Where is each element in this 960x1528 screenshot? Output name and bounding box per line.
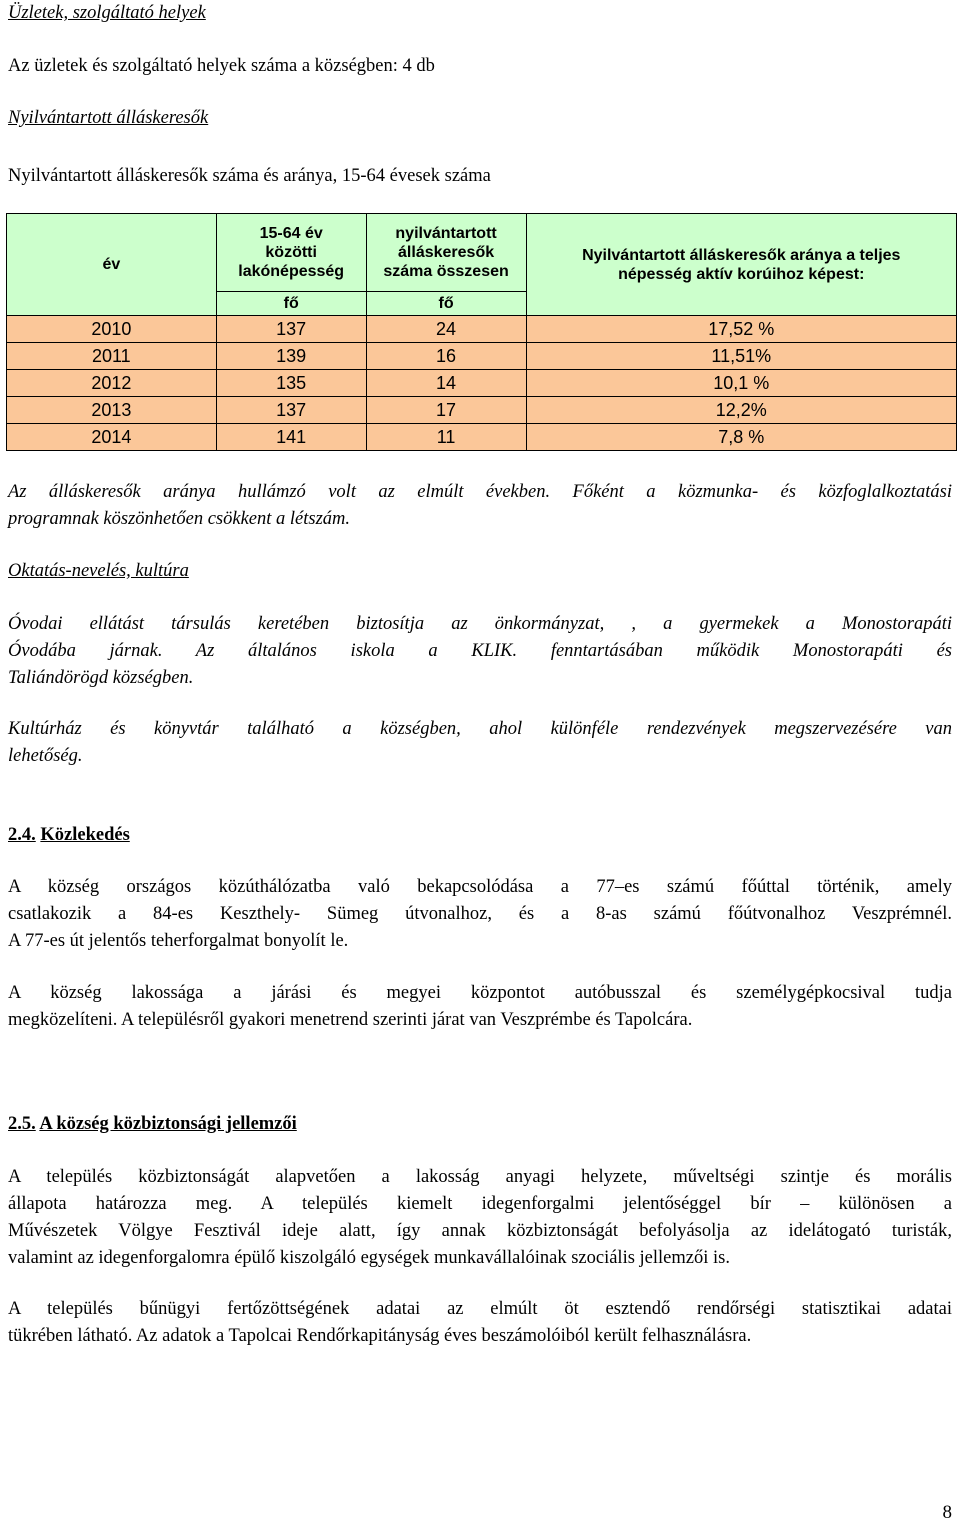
header-unit-registered: fő: [366, 292, 526, 316]
table-row: [7, 424, 957, 451]
education-line2: Óvodába járnak. Az általános iskola a KLIK. fenntartásában működik Monostorapáti és: [8, 641, 952, 661]
education-heading: Oktatás-nevelés, kultúra: [8, 561, 189, 581]
header-population: [216, 214, 366, 292]
jobseekers-table: [6, 213, 957, 451]
shops-heading: Üzletek, szolgáltató helyek: [8, 3, 206, 23]
table-row: [7, 316, 957, 343]
safety-p2-line1: A település bűnügyi fertőzöttségének adatai az elmúlt öt esztendő rendőrségi statisztikai adatai: [8, 1299, 952, 1319]
cell-year: 2014: [7, 424, 217, 451]
cell-year: 2010: [7, 316, 217, 343]
culture-line1: Kultúrház és könyvtár található a községben, ahol különféle rendezvények megszervezésére van: [8, 719, 952, 739]
cell-year: 2012: [7, 370, 217, 397]
transport-heading: [8, 822, 952, 849]
cell-ratio: 7,8 %: [526, 424, 956, 451]
cell-registered: 16: [366, 343, 526, 370]
cell-registered: 14: [366, 370, 526, 397]
cell-registered: 17: [366, 397, 526, 424]
education-line3: Taliándörögd községben.: [8, 668, 194, 688]
transport-p1-line3: A 77-es út jelentős teherforgalmat bonyolít le.: [8, 931, 349, 951]
cell-ratio: 10,1 %: [526, 370, 956, 397]
header-ratio-line1: Nyilvántartott álláskeresők aránya a teljes: [582, 246, 901, 264]
cell-registered: 11: [366, 424, 526, 451]
transport-heading-title: Közlekedés: [40, 825, 130, 845]
safety-p1-line2: állapota határozza meg. A település kiemelt idegenforgalmi jelentőséggel bír – különösen a: [8, 1194, 952, 1214]
header-ratio: [526, 214, 956, 316]
safety-p1-line3: Művészetek Völgye Fesztivál ideje alatt, így annak közbiztonságát befolyásolja az idelátogató turisták,: [8, 1221, 952, 1241]
table-row: [7, 397, 957, 424]
cell-year: 2011: [7, 343, 217, 370]
transport-p1-line2: csatlakozik a 84-es Keszthely- Sümeg útvonalhoz, és a 8-as számú főútvonalhoz Veszprémnél.: [8, 904, 952, 924]
cell-year: 2013: [7, 397, 217, 424]
header-ratio-line2: népesség aktív korúihoz képest:: [618, 265, 865, 283]
cell-population: 137: [216, 397, 366, 424]
table-row: [7, 370, 957, 397]
cell-ratio: 12,2%: [526, 397, 956, 424]
education-line1: Óvodai ellátást társulás keretében biztosítja az önkormányzat, , a gyermekek a Monostorapáti: [8, 614, 952, 634]
header-population-line2: közötti: [265, 244, 317, 261]
cell-ratio: 17,52 %: [526, 316, 956, 343]
cell-ratio: 11,51%: [526, 343, 956, 370]
safety-heading-title: A község közbiztonsági jellemzői: [39, 1114, 297, 1134]
safety-p1-line1: A település közbiztonságát alapvetően a lakosság anyagi helyzete, műveltségi szintje és morális: [8, 1167, 952, 1187]
header-registered: [366, 214, 526, 292]
cell-population: 139: [216, 343, 366, 370]
header-population-line1: 15-64 év: [259, 225, 323, 242]
cell-population: 137: [216, 316, 366, 343]
cell-population: 135: [216, 370, 366, 397]
header-registered-line3: száma összesen: [383, 263, 509, 280]
header-registered-line1: nyilvántartott: [395, 225, 497, 242]
transport-p2-line1: A község lakossága a járási és megyei központot autóbusszal és személygépkocsival tudja: [8, 983, 952, 1003]
shops-text: Az üzletek és szolgáltató helyek száma a községben: 4 db: [8, 56, 435, 76]
safety-p2-line2: tükrében látható. Az adatok a Tapolcai Rendőrkapitányság éves beszámolóiból került felhasználásra.: [8, 1326, 752, 1346]
jobseekers-caption: Nyilvántartott álláskeresők száma és aránya, 15-64 évesek száma: [8, 166, 491, 186]
ratio-note-line2: programnak köszönhetően csökkent a létszám.: [8, 509, 351, 529]
table-row: [7, 343, 957, 370]
header-registered-line2: álláskeresők: [398, 244, 495, 261]
cell-registered: 24: [366, 316, 526, 343]
safety-heading-number: 2.5.: [8, 1114, 36, 1134]
header-population-line3: lakónépesség: [238, 263, 345, 280]
safety-p1-line4: valamint az idegenforgalomra épülő kiszolgáló egységek munkavállalóinak szociális jellemzői is.: [8, 1248, 730, 1268]
jobseekers-heading: Nyilvántartott álláskeresők: [8, 108, 209, 128]
safety-heading: [8, 1111, 952, 1138]
transport-p2-line2: megközelíteni. A településről gyakori menetrend szerinti járat van Veszprémbe és Tapolcára.: [8, 1010, 693, 1030]
header-unit-population: fő: [216, 292, 366, 316]
transport-p1-line1: A község országos közúthálózatba való bekapcsolódása a 77–es számú főúttal történik, amely: [8, 877, 952, 897]
header-year: év: [7, 214, 217, 316]
ratio-note-line1: Az álláskeresők aránya hullámzó volt az elmúlt években. Főként a közmunka- és közfoglalkoztatási: [8, 482, 952, 502]
culture-line2: lehetőség.: [8, 746, 83, 766]
page-number: 8: [942, 1502, 952, 1523]
cell-population: 141: [216, 424, 366, 451]
transport-heading-number: 2.4.: [8, 825, 36, 845]
